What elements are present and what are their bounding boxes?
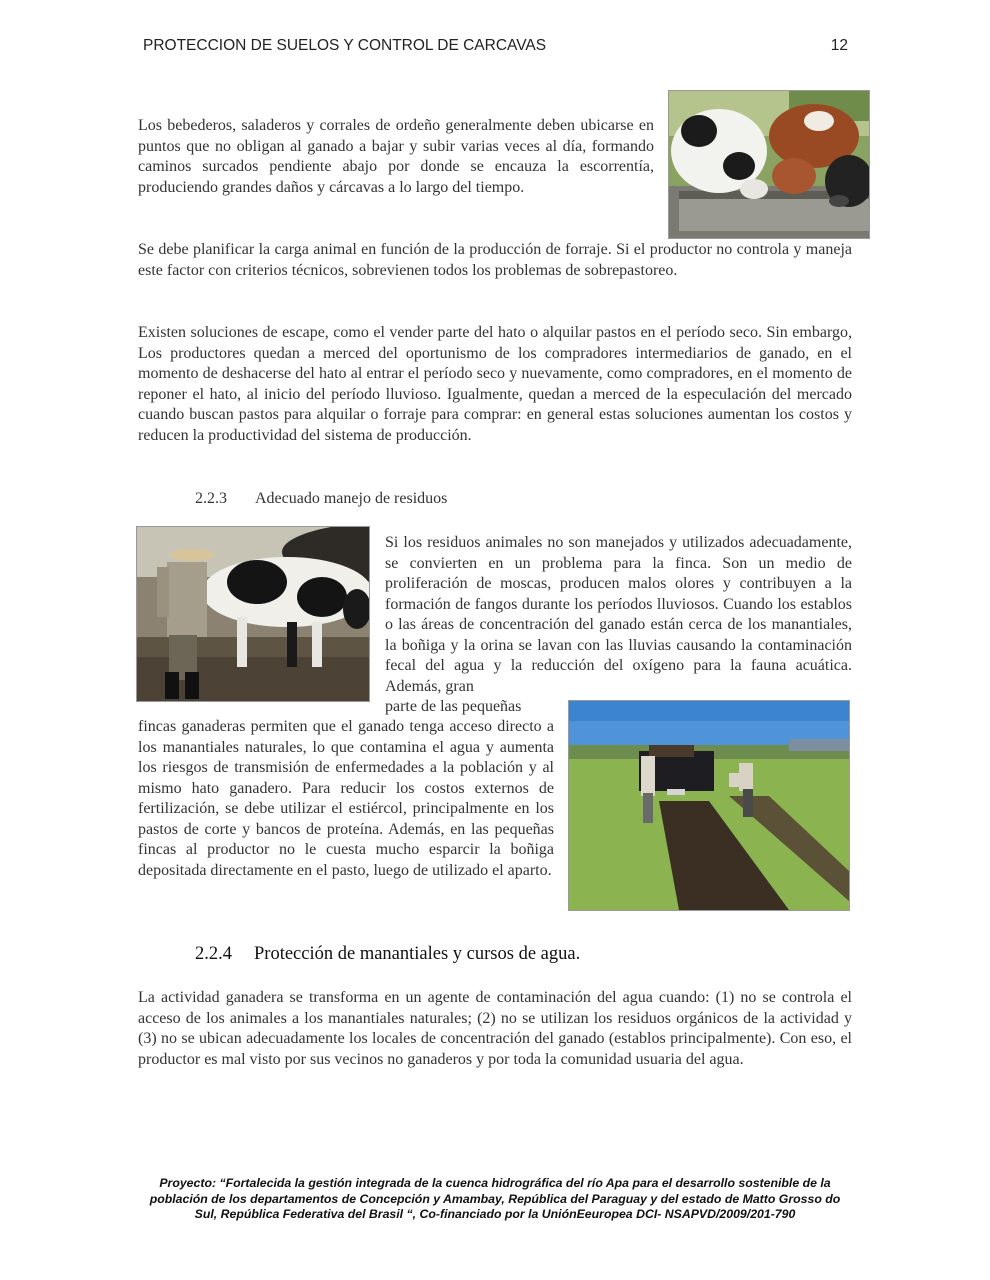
page-header <box>143 37 848 57</box>
paragraph-escape-solutions: Existen soluciones de escape, como el vender parte del hato o alquilar pastos en el período seco. Sin embargo, Los productores quedan a merced del oportunismo de los compradores intermediarios de ganado, en el momento de deshacerse del hato al entrar el período seco y nuevamente, como compradores, en el momento de reponer el hato, al inicio del período lluvioso. Igualmente, quedan a merced de la especulación del mercado cuando buscan pastos para alquilar o forraje para comprar: en general estas soluciones aumentan los costos y reducen la productividad del sistema de producción. <box>138 324 852 444</box>
header-title: PROTECCION DE SUELOS Y CONTROL DE CARCAVAS <box>143 37 547 54</box>
manure-spreading-photo <box>568 700 850 911</box>
section-title: Adecuado manejo de residuos <box>255 490 448 507</box>
paragraph-watering-points: Los bebederos, saladeros y corrales de ordeño generalmente deben ubicarse en puntos que no obligan al ganado a bajar y subir varias veces al día, formando caminos surcados pendiente abajo por donde se encauza la escorrentía, produciendo grandes daños y cárcavas a lo largo del tiempo. <box>138 117 654 196</box>
paragraph-residues-part3: fincas ganaderas permiten que el ganado tenga acceso directo a los manantiales naturales, lo que contamina el agua y aumenta los riesgos de transmisión de enfermedades a la población y al mismo hato ganadero. Para reducir los costos externos de fertilización, se debe utilizar el estiércol, principalmente en los pastos de corte y bancos de proteína. Además, en las pequeñas fincas al productor no le cuesta mucho esparcir la boñiga depositada directamente en el pasto, luego de utilizado el aparto. <box>138 718 554 879</box>
paragraph-residues-part1: Si los residuos animales no son manejados y utilizados adecuadamente, se convierten en un problema para la finca. Son un medio de proliferación de moscas, producen malos olores y contribuyen a la formación de fangos durante los períodos lluviosos. Cuando los establos o las áreas de concentración del ganado están cerca de los manantiales, la boñiga y la orina se lavan con las lluvias causando la contaminación fecal del agua y la reducción del oxígeno para la fauna acuática. Además, gran <box>385 534 852 695</box>
page-footer: Proyecto: “Fortalecida la gestión integrada de la cuenca hidrográfica del río Apa para el desarrollo sostenible de la población de los departamentos de Concepción y Amambay, República del Paraguay y del estado de Matto Grosso do Sul, República Federativa del Brasil “, Co-financiado por la UniónEeuropea DCI- NSAPVD/2009/201-790 <box>149 1176 841 1221</box>
section-title: Protección de manantiales y cursos de agua. <box>254 944 581 964</box>
paragraph-residues-part2: parte de las pequeñas <box>385 698 522 715</box>
section-number: 2.2.4 <box>195 944 232 964</box>
paragraph-animal-load: Se debe planificar la carga animal en función de la producción de forraje. Si el productor no controla y maneja este factor con criterios técnicos, sobrevienen todos los problemas de sobrepastoreo. <box>138 241 852 279</box>
page-number: 12 <box>830 37 848 54</box>
section-number: 2.2.3 <box>195 490 227 507</box>
paragraph-water-contamination: La actividad ganadera se transforma en un agente de contaminación del agua cuando: (1) no se controla el acceso de los animales a los manantiales naturales; (2) no se utilizan los residuos orgánicos de la actividad y (3) no se ubican adecuadamente los locales de concentración del ganado (establos principalmente). Con eso, el productor es mal visto por sus vecinos no ganaderos y por toda la comunidad usuaria del agua. <box>138 989 852 1068</box>
cows-drinking-photo <box>668 90 870 239</box>
farmer-with-cow-photo <box>136 526 370 702</box>
section-heading-2-2-3 <box>195 490 447 508</box>
section-heading-2-2-4 <box>195 944 580 965</box>
